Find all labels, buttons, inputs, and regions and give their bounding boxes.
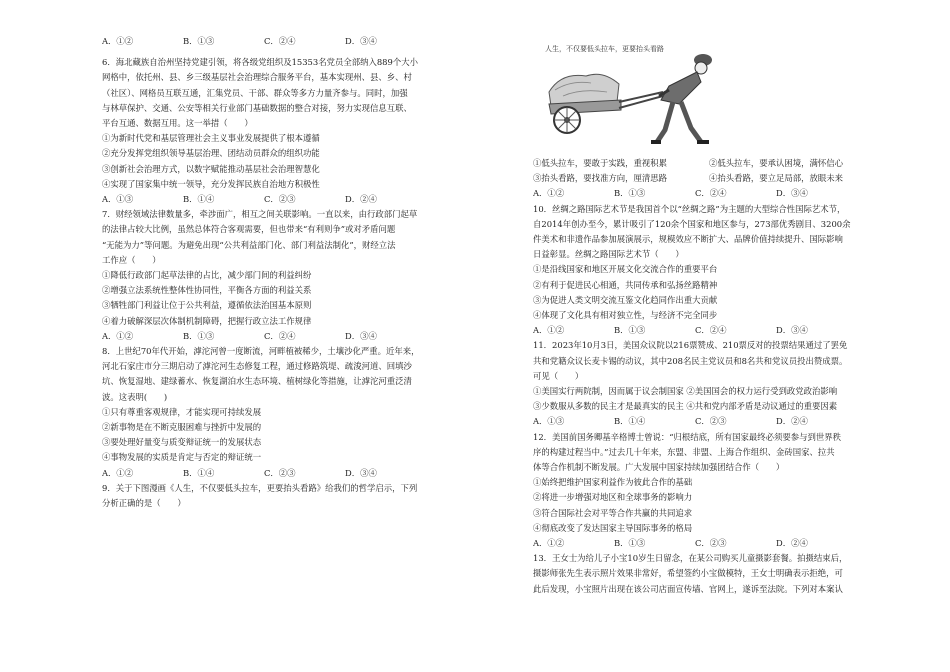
question-6: [102, 55, 454, 207]
q9-option-c[interactable]: C．②④: [695, 188, 727, 199]
q8-statement: ④事物发展的实质是肯定与否定的辩证统一: [102, 452, 262, 463]
q7-option-c[interactable]: C．②④: [264, 330, 296, 341]
question-8: [102, 344, 454, 481]
q7-line: 7．财经领域法律数量多，牵涉面广，相互之间关联影响。一直以来，由行政部门起草: [102, 209, 418, 220]
q9-line: 9．关于下图漫画《人生，不仅要低头拉车，更要抬头看路》给我们的哲学启示，下列: [102, 482, 418, 493]
q10-statement: ①是沿线国家和地区开展文化交流合作的重要平台: [533, 264, 718, 275]
q6-line: 平台互通、数据互用。这一举措（ ）: [102, 118, 253, 129]
q5-option-d[interactable]: D．③④: [345, 36, 377, 46]
q11-option-b[interactable]: B．①④: [614, 416, 646, 427]
q9-option-b[interactable]: B．①③: [614, 188, 646, 199]
q6-statement: ④实现了国家集中统一领导，充分发挥民族自治地方积极性: [102, 178, 320, 189]
q7-options: [102, 329, 454, 344]
q9-statement: ③抬头看路，要找准方向，厘清思路: [533, 173, 667, 184]
q9-statement-row: [533, 156, 885, 171]
q7-line: “无能为力”等问题。为避免出现“公共利益部门化、部门利益法制化”，财经立法: [102, 239, 396, 250]
q10-option-a[interactable]: A．①②: [533, 325, 565, 336]
q5-option-b[interactable]: B．①③: [183, 36, 215, 46]
q10-statement: ③为促进人类文明交流互鉴文化趋同作出重大贡献: [533, 294, 718, 305]
q7-option-a[interactable]: A．①②: [102, 330, 134, 341]
q6-option-a[interactable]: A．①③: [102, 194, 134, 205]
q9-statement: ④抬头看路，要立足局部，放眼未来: [709, 173, 843, 184]
q6-line: 网格中，依托州、县、乡三级基层社会治理综合服务平台，基本实现州、县、乡、村: [102, 72, 412, 83]
man-pulling-cart-illustration: [541, 50, 741, 155]
q10-line: 10．丝绸之路国际艺术节是我国首个以“丝绸之路”为主题的大型综合性国际艺术节，: [533, 203, 846, 214]
q12-option-a[interactable]: A．①②: [533, 538, 565, 549]
q13-line: 摄影师张先生表示照片效果非常好，希望签约小宝做模特，王女士明确表示拒绝，可: [533, 568, 843, 579]
q11-line: 共和党籍众议长麦卡锡的动议，其中208名民主党议员和8名共和党议员投出赞成票。: [533, 355, 848, 366]
q8-statement: ③要处理好量变与质变辩证统一的发展状态: [102, 437, 262, 448]
q7-option-b[interactable]: B．①③: [183, 330, 215, 341]
q6-option-c[interactable]: C．②③: [264, 194, 296, 205]
q12-line: 体等合作机制不断发展。广大发展中国家持续加强团结合作（ ）: [533, 462, 785, 473]
q12-line: 12．美国前国务卿基辛格博士曾说：“归根结底，所有国家最终必须要参与到世界秩: [533, 431, 842, 442]
q9-option-a[interactable]: A．①②: [533, 188, 565, 199]
q6-line: 与林草保护、交通、公安等相关行业部门基础数据的整合对接，努力实现信息互联、: [102, 102, 412, 113]
right-column: [533, 38, 885, 597]
q11-option-a[interactable]: A．①③: [533, 416, 565, 427]
q11-statement: ①美国实行两院制，因而属于议会制国家 ②美国国会的权力运行受到政党政治影响: [533, 386, 838, 397]
q8-options: [102, 466, 454, 481]
question-9-statements: [533, 156, 885, 202]
q10-option-b[interactable]: B．①③: [614, 325, 646, 336]
q13-line: 13．王女士为给儿子小宝10岁生日留念，在某公司购买儿童摄影套餐。拍摄结束后，: [533, 553, 848, 564]
question-11: [533, 338, 885, 429]
q12-option-c[interactable]: C．②③: [695, 538, 727, 549]
q12-statement: ③符合国际社会对平等合作共赢的共同追求: [533, 507, 693, 518]
q5-option-a[interactable]: A．①②: [102, 36, 134, 46]
q8-statement: ①只有尊重客观规律，才能实现可持续发展: [102, 406, 262, 417]
q12-line: 序的构建过程当中。”过去几十年来，东盟、非盟、上海合作组织、金砖国家、拉共: [533, 446, 835, 457]
question-9: [102, 481, 454, 511]
q8-line: 河北石家庄市分三期启动了滹沱河生态修复工程，通过修路筑堤、疏浚河道、回填沙: [102, 361, 412, 372]
q7-line: 的法律占较大比例，虽然总体符合客观需要，但也带来“有利则争”或对矛盾问题: [102, 224, 396, 235]
question-10: [533, 202, 885, 339]
q9-option-d[interactable]: D．③④: [776, 188, 808, 199]
q6-statement: ①为新时代党和基层管理社会主义事业发展提供了根本遵循: [102, 133, 320, 144]
q7-line: 工作应（ ）: [102, 254, 161, 265]
q12-options: [533, 536, 885, 551]
question-7: [102, 207, 454, 344]
q12-statement: ①始终把维护国家利益作为彼此合作的基础: [533, 477, 693, 488]
q8-statement: ②新事物是在不断克服困难与挫折中发展的: [102, 422, 262, 433]
q13-line: 此后发现，小宝照片出现在该公司店面宣传墙、官网上，遂诉至法院。下列对本案认: [533, 583, 843, 594]
q6-statement: ③创新社会治理方式，以数字赋能推动基层社会治理智慧化: [102, 163, 320, 174]
q9-statement: ②低头拉车，要承认困境，满怀信心: [709, 158, 843, 168]
q10-option-c[interactable]: C．②④: [695, 325, 727, 336]
q8-option-b[interactable]: B．①④: [183, 467, 215, 478]
q11-option-d[interactable]: D．②④: [776, 416, 808, 427]
q8-option-a[interactable]: A．①②: [102, 467, 134, 478]
q12-option-d[interactable]: D．②④: [776, 538, 808, 549]
q11-statement: ③少数服从多数的民主才是最真实的民主 ④共和党内部矛盾是动议通过的重要因素: [533, 401, 838, 412]
q6-options: [102, 192, 454, 207]
q9-statement-row: [533, 171, 885, 186]
q10-statement: ④体现了文化具有相对独立性，与经济不完全同步: [533, 310, 718, 321]
q12-option-b[interactable]: B．①③: [614, 538, 646, 549]
q8-line: 波。这表明( ): [102, 391, 168, 402]
cartoon-caption: 人生，不仅要低头拉车，更要抬头看路: [545, 45, 664, 53]
q8-line: 坑、恢复湿地、建绿蓄水、恢复湖泊水生态环境、植树绿化等措施，让滹沱河重泛清: [102, 376, 412, 387]
cartoon-figure: [533, 38, 885, 156]
question-12: [533, 430, 885, 552]
q6-line: （社区）、网格员互联互通，汇集党员、干部、群众等多方力量齐参与。同时，加强: [102, 87, 408, 98]
q7-option-d[interactable]: D．③④: [345, 330, 377, 341]
q11-line: 可见（ ）: [533, 370, 584, 381]
q7-statement: ④着力破解深层次体制机制障碍，把握行政立法工作规律: [102, 315, 312, 326]
q12-statement: ②将进一步增强对地区和全球事务的影响力: [533, 492, 693, 503]
q6-option-b[interactable]: B．①④: [183, 194, 215, 205]
question-13: [533, 551, 885, 597]
left-column: [102, 34, 454, 511]
q6-statement: ②充分发挥党组织领导基层治理、团结动员群众的组织功能: [102, 148, 320, 159]
q12-statement: ④彻底改变了发达国家主导国际事务的格局: [533, 522, 693, 533]
q8-option-c[interactable]: C．②③: [264, 467, 296, 478]
q10-options: [533, 323, 885, 338]
q8-option-d[interactable]: D．③④: [345, 467, 377, 478]
q9-options: [533, 186, 885, 201]
q10-line: 日益彰显。丝绸之路国际艺术节（ ）: [533, 249, 684, 260]
q11-line: 11．2023年10月3日，美国众议院以216票赞成、210票反对的投票结果通过了罢免: [533, 340, 848, 351]
q8-line: 8．上世纪70年代开始，滹沱河曾一度断流，河畔植被稀少，土壤沙化严重。近年来，: [102, 346, 420, 357]
q7-statement: ①降低行政部门起草法律的占比，减少部门间的利益纠纷: [102, 270, 312, 281]
q10-option-d[interactable]: D．③④: [776, 325, 808, 336]
q6-line: 6．海北藏族自治州坚持党建引领，将各级党组织及15353名党员全部纳入889个大小: [102, 57, 418, 68]
q9-line: 分析正确的是（ ）: [102, 498, 186, 509]
q10-line: 自2014年创办至今，累计吸引了120余个国家和地区参与，273部优秀剧目、3200余: [533, 218, 851, 229]
q11-options: [533, 414, 885, 429]
q5-options: [102, 34, 454, 49]
q7-statement: ②增强立法系统性整体性协同性，平衡各方面的利益关系: [102, 285, 312, 296]
q5-option-c[interactable]: C．②④: [264, 36, 296, 46]
q9-statement: ①低头拉车，要敢于实践，重视积累: [533, 158, 667, 168]
q10-statement: ②有利于促进民心相通，共同传承和弘扬丝路精神: [533, 279, 718, 290]
q7-statement: ③牺牲部门利益让位于公共利益，遵循依法治国基本原则: [102, 300, 312, 311]
q11-option-c[interactable]: C．②③: [695, 416, 727, 427]
q10-line: 件美术和非遗作品参加展演展示，规模效应不断扩大、品牌价值持续提升、国际影响: [533, 234, 843, 245]
q6-option-d[interactable]: D．②④: [345, 194, 377, 205]
